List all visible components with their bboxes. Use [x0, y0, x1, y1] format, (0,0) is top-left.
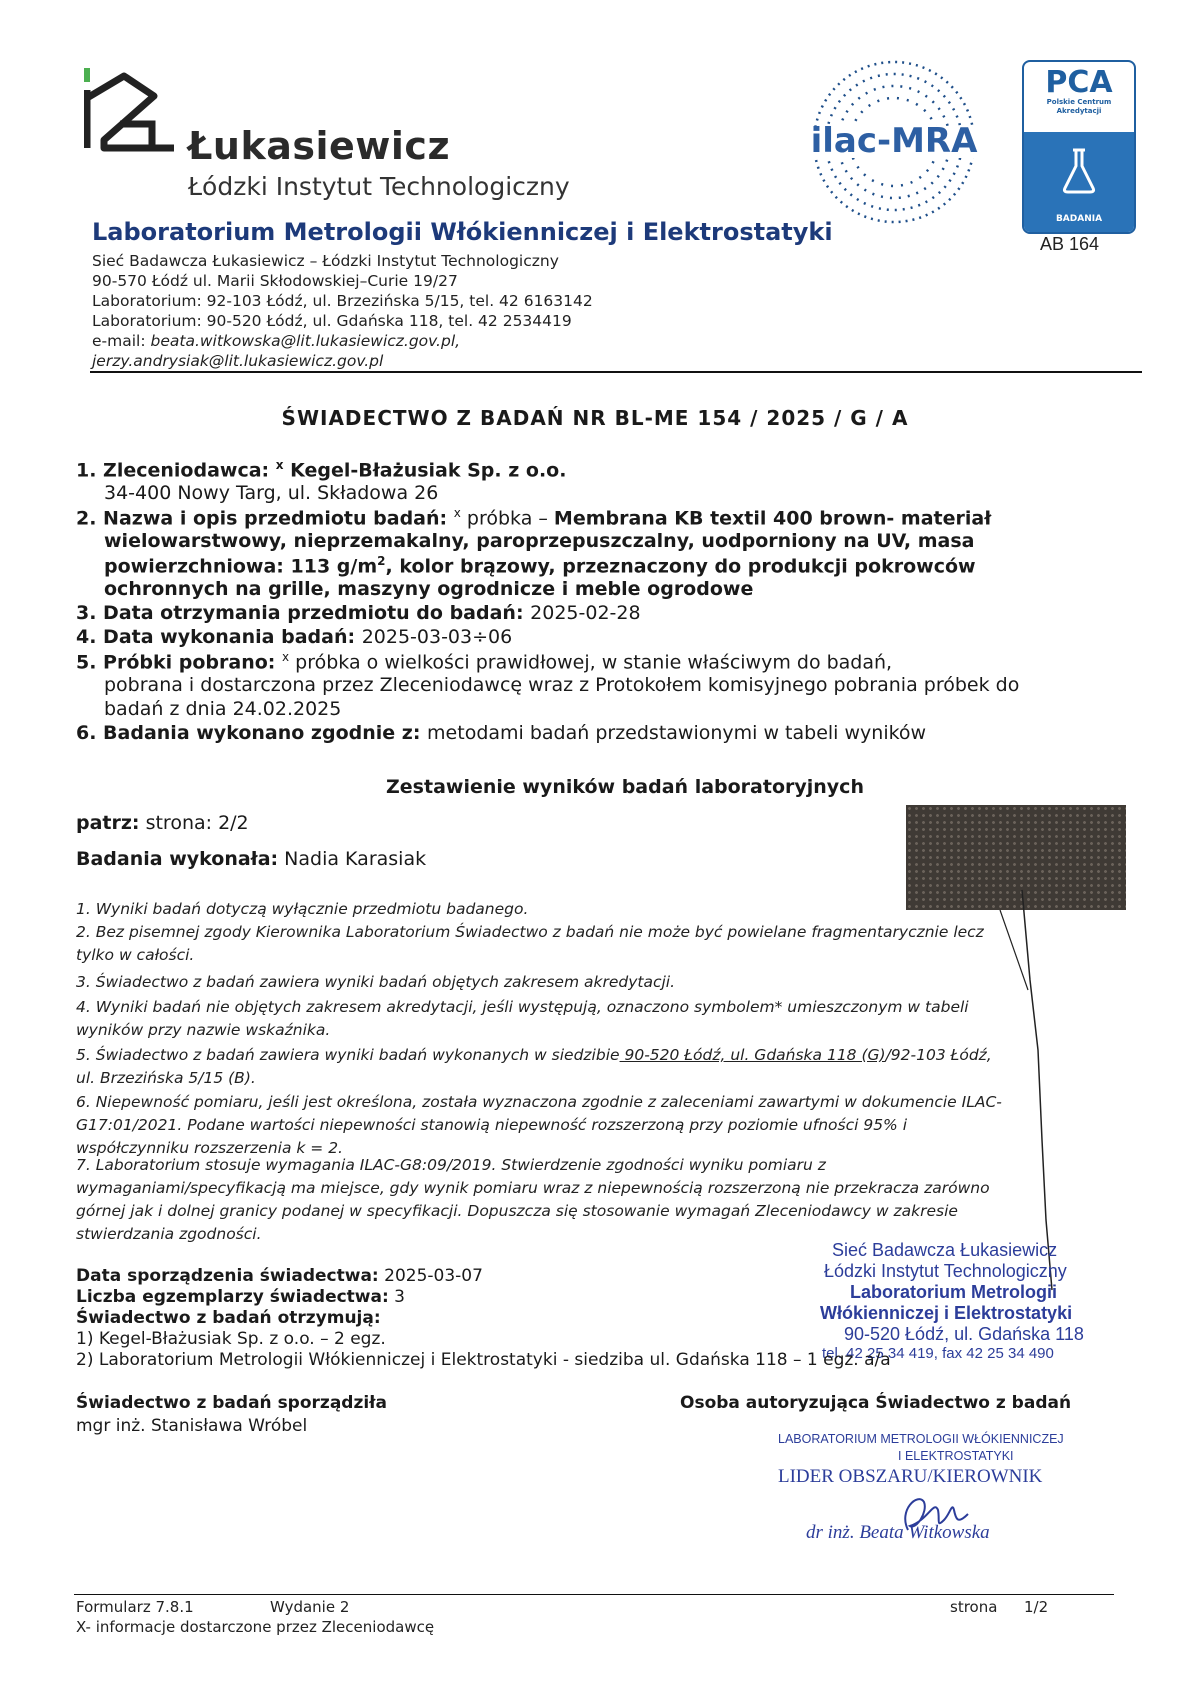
brand-subtitle: Łódzki Instytut Technologiczny	[188, 172, 570, 201]
note: stwierdzania zgodności.	[76, 1225, 262, 1243]
issue-date-value: 2025-03-07	[378, 1266, 483, 1286]
copy-count-label: Liczba egzemplarzy świadectwa:	[76, 1287, 389, 1307]
lab-title: Laboratorium Metrologii Włókienniczej i Elektrostatyki	[92, 218, 833, 246]
pca-logo: PCA	[1045, 65, 1113, 100]
performed-by-value: Nadia Karasiak	[278, 848, 427, 870]
note: 3. Świadectwo z badań zawiera wyniki badań objętych zakresem akredytacji.	[76, 973, 676, 991]
item-2	[76, 506, 991, 529]
client-address: 34-400 Nowy Targ, ul. Składowa 26	[104, 482, 439, 504]
authorization-stamp-line: LABORATORIUM METROLOGII WŁÓKIENNICZEJ	[778, 1432, 1064, 1446]
copy-count	[76, 1287, 405, 1307]
see-page	[76, 812, 249, 834]
footer-note: X- informacje dostarczone przez Zleceniodawcę	[76, 1618, 435, 1636]
authorizer-name: dr inż. Beata Witkowska	[806, 1522, 990, 1543]
prepared-by-name: mgr inż. Stanisława Wróbel	[76, 1416, 308, 1436]
x-mark: x	[282, 650, 290, 664]
see-page-value: strona: 2/2	[139, 812, 249, 834]
stamp-line: Laboratorium Metrologii	[850, 1282, 1057, 1302]
note-address: 90-520 Łódź, ul. Gdańska 118 (G)	[619, 1046, 886, 1064]
note: G17:01/2021. Podane wartości niepewności stanowią niepewność rozszerzoną przy poziomie ufności 95% i	[76, 1116, 908, 1134]
pca-badania: BADANIA	[1055, 214, 1103, 224]
brand-name: Łukasiewicz	[188, 124, 451, 168]
note-text: 5. Świadectwo z badań zawiera wyniki badań wykonanych w siedzibie	[76, 1046, 620, 1064]
document-title: ŚWIADECTWO Z BADAŃ NR BL-ME 154 / 2025 / G / A	[281, 406, 909, 430]
item-label: 3. Data otrzymania przedmiotu do badań:	[76, 602, 531, 624]
address-line: Laboratorium: 92-103 Łódź, ul. Brzezińska 5/15, tel. 42 6163142	[92, 292, 593, 310]
recipients-label: Świadectwo z badań otrzymują:	[76, 1308, 381, 1328]
page-label: strona	[950, 1598, 998, 1616]
address-line: Laboratorium: 90-520 Łódź, ul. Gdańska 118, tel. 42 2534419	[92, 312, 572, 330]
item-2-line-3	[104, 554, 976, 577]
address-line: Sieć Badawcza Łukasiewicz – Łódzki Instytut Technologiczny	[92, 252, 559, 270]
note: 7. Laboratorium stosuje wymagania ILAC-G8:09/2019. Stwierdzenie zgodności wyniku pomiaru z	[76, 1156, 826, 1174]
lukasiewicz-logo-icon	[84, 68, 184, 164]
email-link-1[interactable]: beata.witkowska@lit.lukasiewicz.gov.pl,	[150, 332, 461, 350]
item-3	[76, 602, 641, 624]
results-section-title: Zestawienie wyników badań laboratoryjnych	[386, 776, 864, 798]
item-value: 2025-03-03÷06	[361, 626, 513, 648]
x-mark: x	[275, 458, 284, 472]
recipient: 1) Kegel-Błażusiak Sp. z o.o. – 2 egz.	[76, 1329, 386, 1349]
performed-by-label: Badania wykonała:	[76, 848, 279, 870]
note: 4. Wyniki badań nie objętych zakresem akredytacji, jeśli występują, oznaczono symbolem* umieszczonym w tabeli	[76, 998, 969, 1016]
stamp-line: Łódzki Instytut Technologiczny	[824, 1261, 1067, 1281]
item-text: Membrana KB textil 400 brown- materiał	[553, 507, 992, 530]
see-page-label: patrz:	[76, 812, 140, 834]
header-divider	[90, 371, 1142, 373]
item-5	[76, 650, 892, 673]
pca-name-2: Akredytacji	[1056, 107, 1102, 115]
item-value: metodami badań przedstawionymi w tabeli wyników	[427, 722, 927, 744]
email-link-2[interactable]: jerzy.andrysiak@lit.lukasiewicz.gov.pl	[92, 352, 384, 370]
item-text: powierzchniowa: 113 g/m	[104, 555, 378, 578]
item-label: 2. Nazwa i opis przedmiotu badań:	[76, 507, 454, 530]
item-4	[76, 626, 512, 648]
stamp-line: Włókienniczej i Elektrostatyki	[820, 1303, 1073, 1323]
superscript: 2	[377, 554, 386, 568]
stamp-line: 90-520 Łódź, ul. Gdańska 118	[844, 1324, 1084, 1344]
recipient: 2) Laboratorium Metrologii Włókienniczej i Elektrostatyki - siedziba ul. Gdańska 118 – 1 egz. a/a	[76, 1350, 891, 1370]
prepared-by-label: Świadectwo z badań sporządziła	[76, 1393, 387, 1413]
note: współczynniku rozszerzenia k = 2.	[76, 1139, 343, 1157]
note-text: /92-103 Łódź,	[885, 1046, 992, 1064]
authorized-by-label: Osoba autoryzująca Świadectwo z badań	[680, 1393, 1072, 1413]
client-name: Kegel-Błażusiak Sp. z o.o.	[283, 459, 567, 482]
flask-icon	[1059, 146, 1099, 196]
stamp-line: tel. 42 25 34 419, fax 42 25 34 490	[822, 1345, 1054, 1362]
ilac-mra-logo-icon	[808, 56, 980, 232]
item-text: , kolor brązowy, przeznaczony do produkcji pokrowców	[385, 555, 976, 578]
note: wymaganiami/specyfikacją ma miejsce, gdy wynik pomiaru wraz z niepewnością rozszerzoną nie przekracza zarówno	[76, 1179, 990, 1197]
address-line: 90-570 Łódź ul. Marii Skłodowskiej–Curie 19/27	[92, 272, 458, 290]
item-2-line-4: ochronnych na grille, maszyny ogrodnicze i meble ogrodowe	[104, 578, 754, 600]
item-label: 4. Data wykonania badań:	[76, 626, 362, 648]
item-value: próbka o wielkości prawidłowej, w stanie właściwym do badań,	[289, 651, 893, 674]
note: wyników przy nazwie wskaźnika.	[76, 1021, 331, 1039]
pca-accreditation-badge	[1022, 60, 1136, 234]
item-1	[76, 458, 566, 481]
item-5-line-2: pobrana i dostarczona przez Zleceniodawcę wraz z Protokołem komisyjnego pobrania próbek do	[104, 674, 1020, 696]
ilac-text: ilac-MRA	[810, 121, 978, 161]
note: tylko w całości.	[76, 946, 195, 964]
note: 1. Wyniki badań dotyczą wyłącznie przedmiotu badanego.	[76, 900, 529, 918]
authorization-stamp-line: LIDER OBSZARU/KIEROWNIK	[778, 1466, 1043, 1487]
item-value: 2025-02-28	[530, 602, 641, 624]
footer-divider	[74, 1594, 1114, 1595]
pca-name-1: Polskie Centrum	[1046, 98, 1112, 106]
issue-date	[76, 1266, 483, 1286]
x-mark: x	[453, 506, 461, 520]
note: 2. Bez pisemnej zgody Kierownika Laboratorium Świadectwo z badań nie może być powielane fragmentarycznie lecz	[76, 923, 984, 941]
form-number: Formularz 7.8.1	[76, 1598, 194, 1616]
note: górnej jak i dolnej granicy podanej w specyfikacji. Dopuszcza się stosowanie wymagań Zleceniodawcy w zakresie	[76, 1202, 958, 1220]
note: ul. Brzezińska 5/15 (B).	[76, 1069, 256, 1087]
performed-by	[76, 848, 426, 870]
page-number: 1/2	[1024, 1598, 1049, 1616]
stamp-line: Sieć Badawcza Łukasiewicz	[832, 1240, 1058, 1260]
email-label: e-mail:	[92, 332, 151, 350]
item-label: 1. Zleceniodawca:	[76, 459, 276, 482]
item-text: próbka –	[460, 507, 554, 530]
edition: Wydanie 2	[270, 1598, 350, 1616]
sample-thread-icon	[960, 880, 1070, 1300]
item-6	[76, 722, 926, 744]
note: 6. Niepewność pomiaru, jeśli jest określona, została wyznaczona zgodnie z zaleceniami zawartymi w dokumencie ILAC-	[76, 1093, 1002, 1111]
email-line	[92, 332, 460, 350]
item-label: 5. Próbki pobrano:	[76, 651, 283, 674]
note	[76, 1046, 992, 1064]
accreditation-number: AB 164	[1040, 234, 1100, 254]
authorization-stamp-line: I ELEKTROSTATYKI	[898, 1449, 1014, 1463]
copy-count-value: 3	[388, 1287, 406, 1307]
item-2-line-2: wielowarstwowy, nieprzemakalny, paroprzepuszczalny, uodporniony na UV, masa	[104, 530, 975, 552]
item-label: 6. Badania wykonano zgodnie z:	[76, 722, 428, 744]
item-5-line-3: badań z dnia 24.02.2025	[104, 698, 342, 720]
issue-date-label: Data sporządzenia świadectwa:	[76, 1266, 379, 1286]
